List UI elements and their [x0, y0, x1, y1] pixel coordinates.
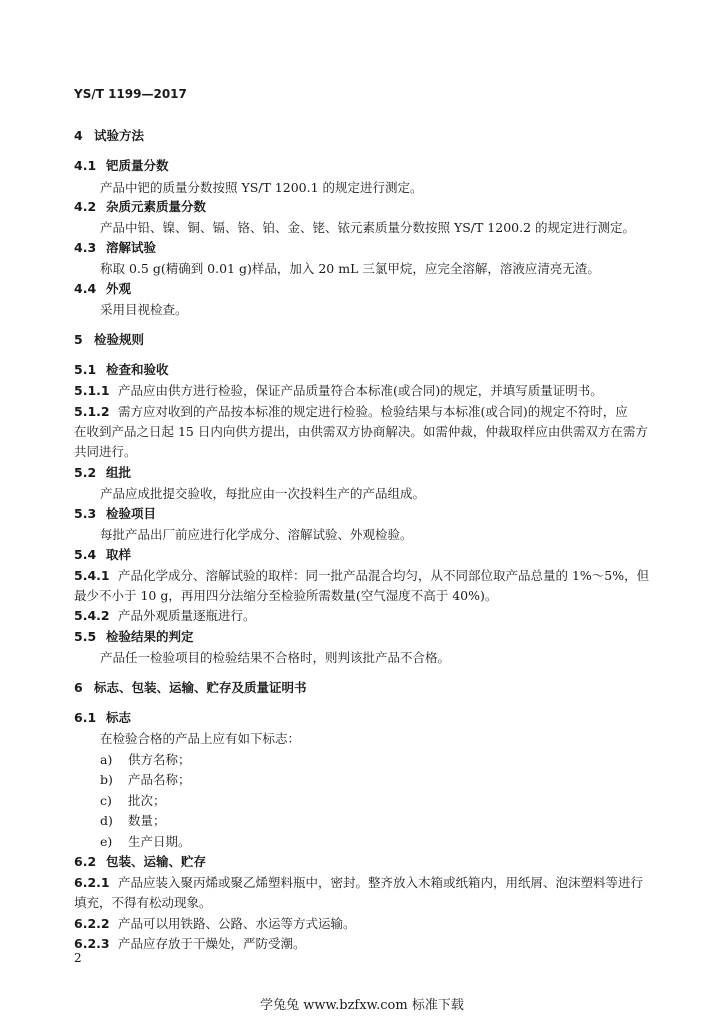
- list-text: 数量；: [128, 813, 166, 828]
- section-6-2-1-line-2: 填充，不得有松动现象。: [74, 895, 212, 910]
- clause-text: 产品应装入聚丙烯或聚乙烯塑料瓶中，密封。整齐放入木箱或纸箱内，用纸屑、泡沫塑料等进行: [118, 875, 644, 890]
- list-marker: a): [100, 752, 113, 767]
- clause-text: 产品应存放于干燥处，严防受潮。: [118, 936, 306, 951]
- clause-number: 5.4.2: [74, 608, 110, 623]
- section-4-heading: [74, 128, 144, 144]
- clause-number: 5.1.2: [74, 404, 110, 419]
- clause-text: 产品外观质量逐瓶进行。: [118, 608, 256, 623]
- clause-text: 产品可以用铁路、公路、水运等方式运输。: [118, 916, 356, 931]
- footer-watermark-text: 学兔兔 www.bzfxw.com 标准下载: [260, 998, 464, 1013]
- section-5-5-heading: [74, 629, 194, 645]
- section-number: 4.1: [74, 158, 97, 173]
- section-number: 6: [74, 680, 83, 695]
- section-4-3-heading: [74, 240, 156, 256]
- section-6-2-1-line-1: [74, 875, 643, 891]
- section-title: 标志、包装、运输、贮存及质量证明书: [94, 680, 307, 695]
- list-text: 批次；: [128, 793, 166, 808]
- section-5-heading: [74, 332, 144, 348]
- clause-number: 5.4.1: [74, 568, 110, 583]
- section-number: 6.2: [74, 854, 97, 869]
- section-5-3-heading: [74, 506, 156, 522]
- section-6-2-3: [74, 936, 306, 952]
- section-5-5-body: 产品任一检验项目的检验结果不合格时，则判该批产品不合格。: [100, 650, 451, 665]
- section-4-2-body: 产品中铅、镍、铜、镉、铬、铂、金、铑、铱元素质量分数按照 YS/T 1200.2 的规定进行测定。: [100, 220, 636, 235]
- clause-number: 6.2.1: [74, 875, 110, 890]
- section-title: 包装、运输、贮存: [106, 854, 207, 869]
- section-number: 4.3: [74, 240, 97, 255]
- section-title: 杂质元素质量分数: [106, 199, 207, 214]
- section-4-1-body: 产品中钯的质量分数按照 YS/T 1200.1 的规定进行测定。: [100, 180, 423, 195]
- section-title: 组批: [106, 465, 132, 480]
- clause-number: 5.1.1: [74, 383, 110, 398]
- list-text: 供方名称；: [128, 752, 191, 767]
- list-text: 产品名称；: [128, 772, 191, 787]
- section-number: 6.1: [74, 710, 97, 725]
- page-number: 2: [74, 951, 82, 965]
- section-title: 溶解试验: [106, 240, 157, 255]
- clause-text: 产品应由供方进行检验，保证产品质量符合本标准(或合同)的规定，并填写质量证明书。: [118, 383, 603, 398]
- section-number: 4: [74, 128, 83, 143]
- section-number: 4.4: [74, 281, 97, 296]
- section-title: 检验结果的判定: [106, 629, 194, 644]
- section-5-3-body: 每批产品出厂前应进行化学成分、溶解试验、外观检验。: [100, 527, 413, 542]
- section-title: 检验项目: [106, 506, 157, 521]
- section-number: 5.1: [74, 362, 97, 377]
- section-5-4-1-line-2: 最少不小于 10 g，再用四分法缩分至检验所需数量(空气湿度不高于 40%)。: [74, 588, 498, 603]
- list-marker: c): [100, 793, 112, 808]
- section-6-1-heading: [74, 710, 131, 726]
- list-item: [100, 793, 166, 809]
- section-title: 检查和验收: [106, 362, 169, 377]
- clause-text: 产品化学成分、溶解试验的取样：同一批产品混合均匀，从不同部位取产品总量的 1%～5%，但: [118, 568, 650, 583]
- section-4-3-body: 称取 0.5 g(精确到 0.01 g)样品，加入 20 mL 三氯甲烷，应完全溶解，溶液应清亮无渣。: [100, 261, 600, 276]
- clause-number: 6.2.3: [74, 936, 110, 951]
- section-5-2-body: 产品应成批提交验收，每批应由一次投料生产的产品组成。: [100, 486, 426, 501]
- list-item: [100, 772, 191, 788]
- section-5-2-heading: [74, 465, 131, 481]
- section-number: 5.3: [74, 506, 97, 521]
- list-item: [100, 813, 166, 829]
- section-title: 取样: [106, 547, 132, 562]
- section-4-4-body: 采用目视检查。: [100, 302, 188, 317]
- section-number: 5.2: [74, 465, 97, 480]
- section-number: 5: [74, 332, 83, 347]
- section-title: 标志: [106, 710, 132, 725]
- section-4-1-heading: [74, 158, 169, 174]
- section-5-1-heading: [74, 362, 169, 378]
- section-4-4-heading: [74, 281, 131, 297]
- section-6-1-intro: 在检验合格的产品上应有如下标志：: [100, 731, 301, 746]
- section-5-1-2-line-2: 在收到产品之日起 15 日内向供方提出，由供需双方协商解决。如需仲裁，仲裁取样应由供需双方在需方: [74, 424, 648, 439]
- section-6-heading: [74, 680, 307, 696]
- section-title: 外观: [106, 281, 132, 296]
- list-marker: e): [100, 834, 113, 849]
- list-item: [100, 752, 191, 768]
- section-number: 5.5: [74, 629, 97, 644]
- list-marker: b): [100, 772, 113, 787]
- section-5-1-1: [74, 383, 603, 399]
- list-marker: d): [100, 813, 113, 828]
- clause-number: 6.2.2: [74, 916, 110, 931]
- list-item: [100, 834, 191, 850]
- section-number: 5.4: [74, 547, 97, 562]
- section-5-4-1-line-1: [74, 568, 649, 584]
- list-text: 生产日期。: [128, 834, 191, 849]
- section-5-4-heading: [74, 547, 131, 563]
- section-5-4-2: [74, 608, 256, 624]
- clause-text: 需方应对收到的产品按本标准的规定进行检验。检验结果与本标准(或合同)的规定不符时，应: [118, 404, 628, 419]
- section-title: 钯质量分数: [106, 158, 169, 173]
- document-number: YS/T 1199—2017: [74, 87, 187, 101]
- section-number: 4.2: [74, 199, 97, 214]
- section-6-2-heading: [74, 854, 206, 870]
- section-5-1-2-line-3: 共同进行。: [74, 444, 137, 459]
- section-title: 试验方法: [94, 128, 145, 143]
- section-title: 检验规则: [94, 332, 145, 347]
- section-5-1-2-line-1: [74, 404, 628, 420]
- section-6-2-2: [74, 916, 356, 932]
- section-4-2-heading: [74, 199, 206, 215]
